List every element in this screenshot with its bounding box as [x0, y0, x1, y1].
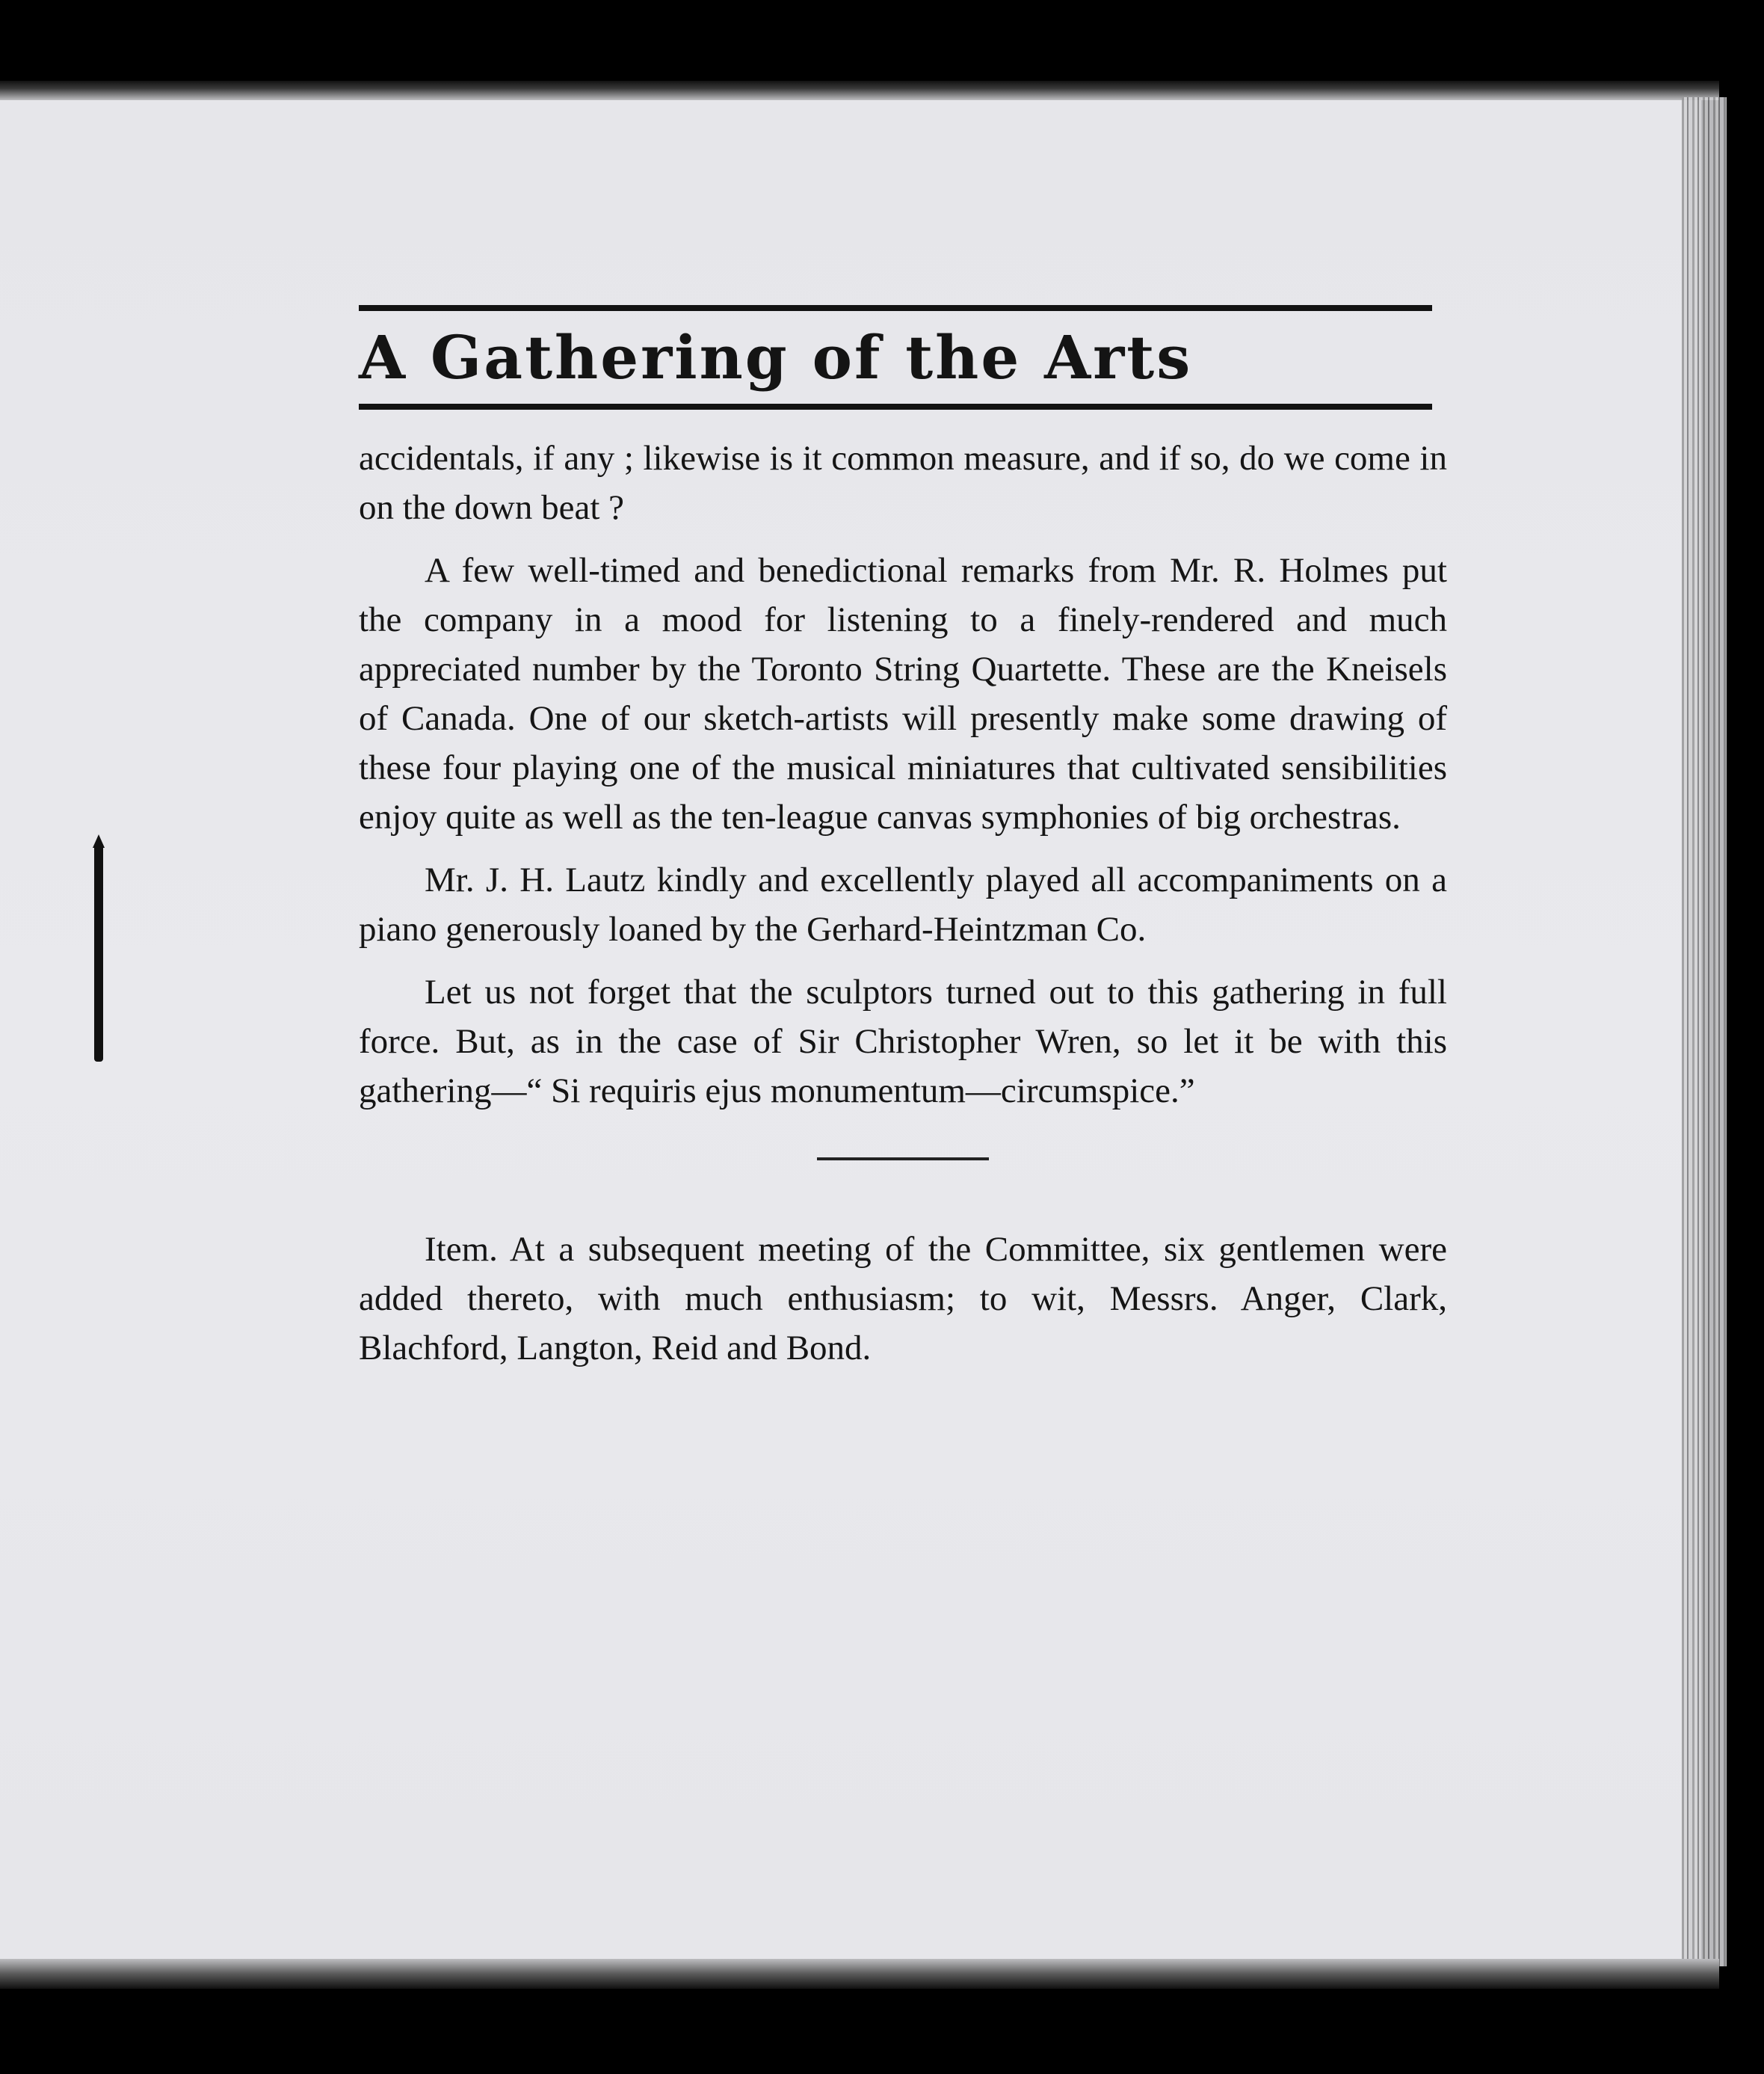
paragraph-sculptors: Let us not forget that the sculptors turned out to this gathering in full force. But, as in the case of Sir Christopher Wren, so let it be with this gathering—“ Si requiris ejus monumentum—circumspice.”	[359, 973, 1447, 1110]
paragraph-committee-item: Item. At a subsequent meeting of the Committee, six gentlemen were added thereto, with much enthusiasm; to wit, Messrs. Anger, Clark, Blachford, Langton, Reid and Bond.	[359, 1230, 1447, 1367]
body-text	[359, 434, 1447, 1386]
paragraph-continued: accidentals, if any ; likewise is it common measure, and if so, do we come in on the down beat ?	[359, 439, 1447, 527]
page-bottom-edge	[0, 1959, 1719, 1989]
section-separator	[817, 1157, 989, 1160]
binding-mark	[94, 845, 103, 1062]
paragraph-string-quartette: A few well-timed and benedictional remarks from Mr. R. Holmes put the company in a mood for listening to a finely-rendered and much appreciated number by the Toronto String Quartette. These are the Kneisels of Canada. One of our sketch-artists will presently make some drawing of these four playing one of the musical miniatures that cultivated sensibilities enjoy quite as well as the ten-league canvas symphonies of big orchestras.	[359, 551, 1447, 837]
paragraph-accompaniments: Mr. J. H. Lautz kindly and excellently played all accompaniments on a piano generously loaned by the Gerhard-Heintzman Co.	[359, 861, 1447, 949]
header-rule-bottom	[359, 404, 1432, 410]
page-title: A Gathering of the Arts	[359, 322, 1193, 393]
header-rule-top	[359, 305, 1432, 311]
page-right-edge	[1682, 97, 1727, 1966]
page-top-shadow	[0, 81, 1719, 100]
